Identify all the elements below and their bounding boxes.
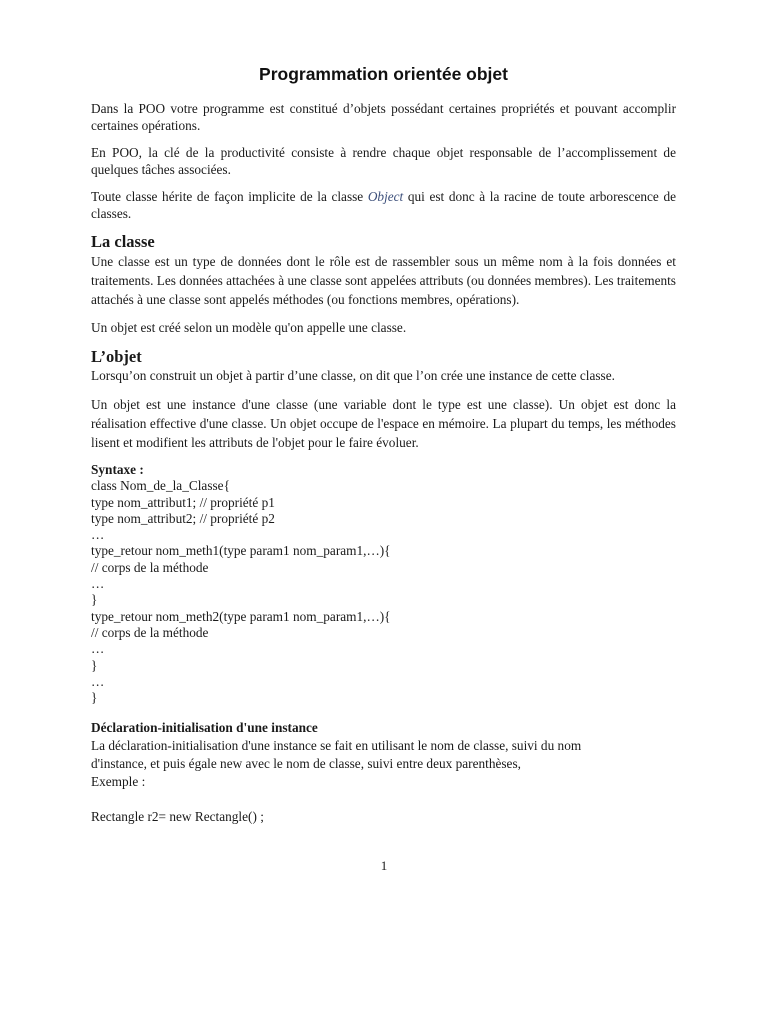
intro-paragraph-1: Dans la POO votre programme est constitué d’objets possédant certaines propriétés et pouvant accomplir certaines opérations. (91, 101, 676, 133)
example-label: Exemple : (91, 774, 146, 790)
page-content (91, 58, 676, 826)
code-line: … (91, 641, 105, 657)
code-line: … (91, 673, 105, 689)
object-class-term: Object (367, 189, 404, 204)
section-heading-classe: La classe (91, 232, 155, 251)
declaration-line-1: La déclaration-initialisation d'une instance se fait en utilisant le nom de classe, suivi du nom (91, 738, 582, 754)
code-line: … (91, 527, 105, 543)
code-line: type nom_attribut1; // propriété p1 (91, 494, 275, 510)
syntax-label: Syntaxe : (91, 462, 144, 477)
intro-p3-after: qui est donc à la racine de toute arborescence de classes. (91, 189, 676, 221)
declaration-line-2: d'instance, et puis égale new avec le nom de classe, suivi entre deux parenthèses, (91, 756, 521, 772)
code-line: class Nom_de_la_Classe{ (91, 478, 230, 494)
classe-paragraph-2: Un objet est créé selon un modèle qu'on appelle une classe. (91, 320, 407, 335)
section-heading-objet: L’objet (91, 347, 142, 366)
declaration-heading: Déclaration-initialisation d'une instance (91, 720, 318, 736)
code-line: type nom_attribut2; // propriété p2 (91, 510, 275, 526)
code-line: } (91, 592, 98, 608)
document-title: Programmation orientée objet (259, 64, 508, 84)
code-line: // corps de la méthode (91, 559, 209, 575)
intro-paragraph-2: En POO, la clé de la productivité consiste à rendre chaque objet responsable de l’accomplissement de quelques tâches associées. (91, 145, 676, 177)
code-line: type_retour nom_meth1(type param1 nom_param1,…){ (91, 543, 391, 559)
declaration-section (91, 719, 676, 826)
intro-p3-before: Toute classe hérite de façon implicite de la classe (91, 189, 368, 204)
syntax-block (91, 462, 676, 706)
code-line: type_retour nom_meth2(type param1 nom_param1,…){ (91, 608, 391, 624)
example-code: Rectangle r2= new Rectangle() ; (91, 809, 264, 825)
classe-paragraph-1: Une classe est un type de données dont le rôle est de rassembler sous un même nom à la fois données et traitements. Les données attachées à une classe sont appelées attributs (ou données membres). Les traitements attachés à une classe sont appelés méthodes (ou fonctions membres, opérations). (91, 254, 676, 307)
page-number: 1 (380, 858, 388, 873)
objet-paragraph-1: Lorsqu’on construit un objet à partir d’une classe, on dit que l’on crée une instance de cette classe. (91, 368, 615, 383)
code-line: … (91, 576, 105, 592)
code-line: // corps de la méthode (91, 624, 209, 640)
objet-paragraph-2: Un objet est une instance d'une classe (une variable dont le type est une classe). Un objet est donc la réalisation effective d'une classe. Un objet occupe de l'espace en mémoire. La plupart du temps, les méthodes lisent et modifient les attributs de l'objet pour le faire évoluer. (91, 397, 676, 450)
code-line: } (91, 690, 98, 706)
code-line: } (91, 657, 98, 673)
intro-paragraph-3 (91, 188, 676, 222)
